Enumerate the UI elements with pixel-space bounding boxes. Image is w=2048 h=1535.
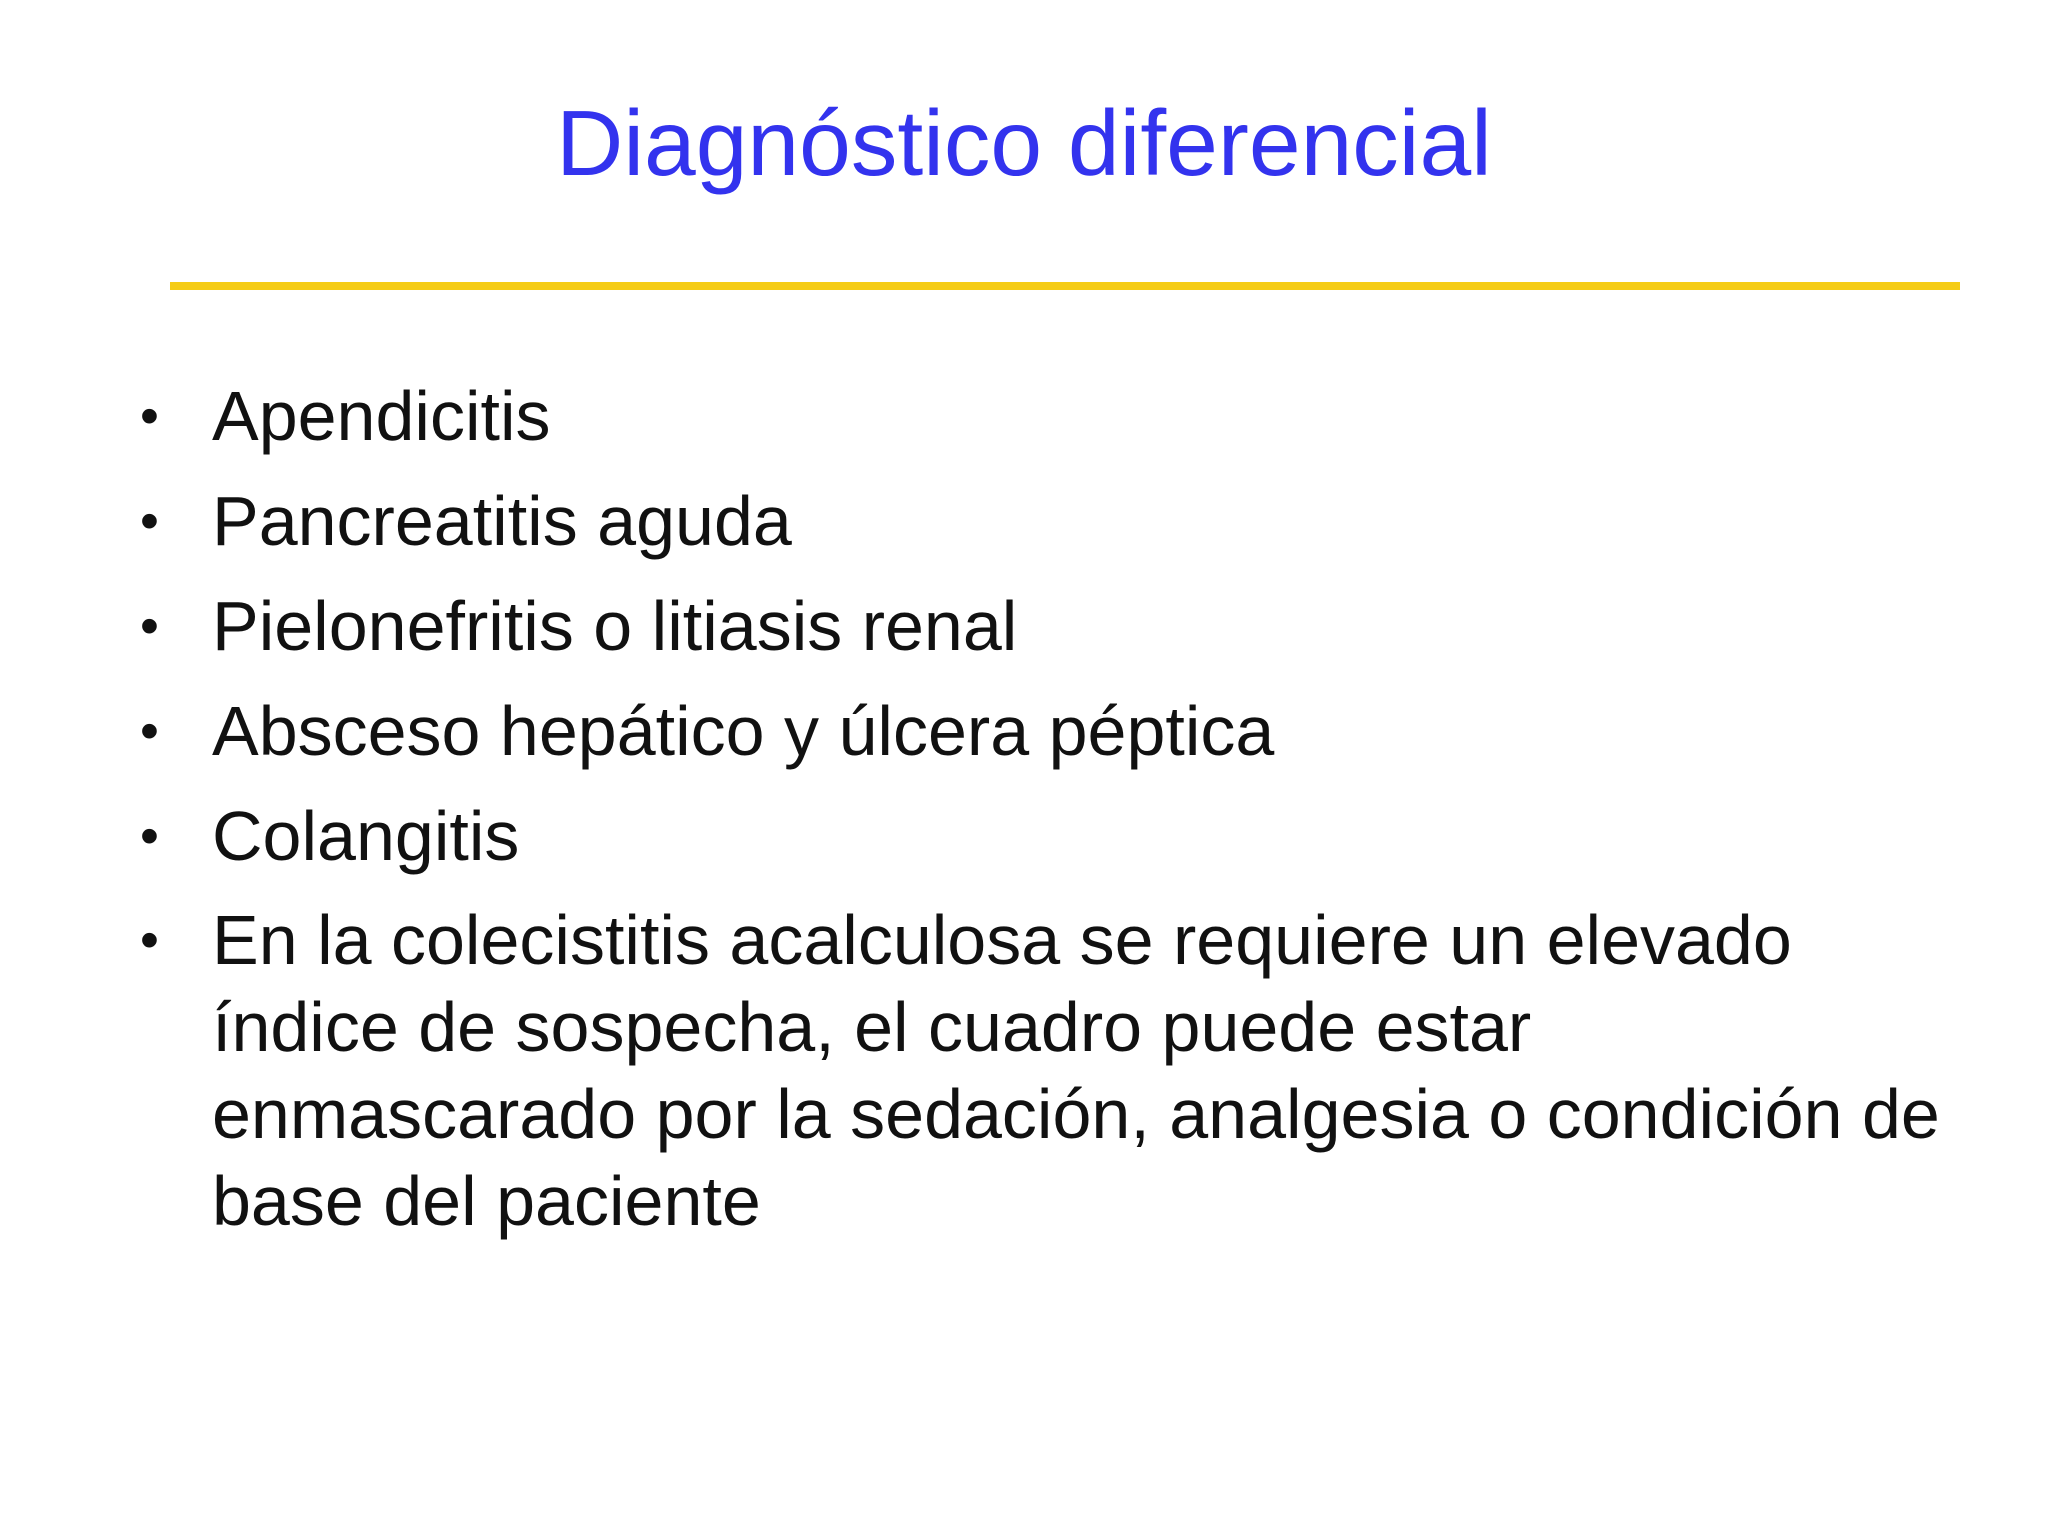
bullet-icon: • — [140, 386, 159, 446]
slide-title: Diagnóstico diferencial — [556, 91, 1492, 195]
bullet-icon: • — [140, 806, 159, 866]
bullet-item — [140, 687, 1940, 775]
bullet-icon: • — [140, 596, 159, 656]
bullet-item — [140, 372, 1940, 460]
bullet-icon: • — [140, 491, 159, 551]
bullet-icon: • — [140, 701, 159, 761]
bullet-item — [140, 792, 1940, 880]
bullet-item — [140, 582, 1940, 670]
bullet-item — [140, 477, 1940, 565]
title-divider — [170, 282, 1960, 290]
bullet-text: Pielonefritis o litiasis renal — [212, 587, 1018, 665]
bullet-text: En la colecistitis acalculosa se requiere un elevado índice de sospecha, el cuadro puede estar enmascarado por la sedación, analgesia o condición de base del paciente — [212, 901, 1940, 1240]
bullet-item — [140, 897, 1940, 1245]
bullet-list — [140, 372, 1940, 1262]
bullet-text: Absceso hepático y úlcera péptica — [212, 692, 1275, 770]
bullet-text: Pancreatitis aguda — [212, 482, 792, 560]
bullet-text: Apendicitis — [212, 377, 551, 455]
bullet-icon: • — [140, 910, 159, 970]
bullet-text: Colangitis — [212, 797, 520, 875]
